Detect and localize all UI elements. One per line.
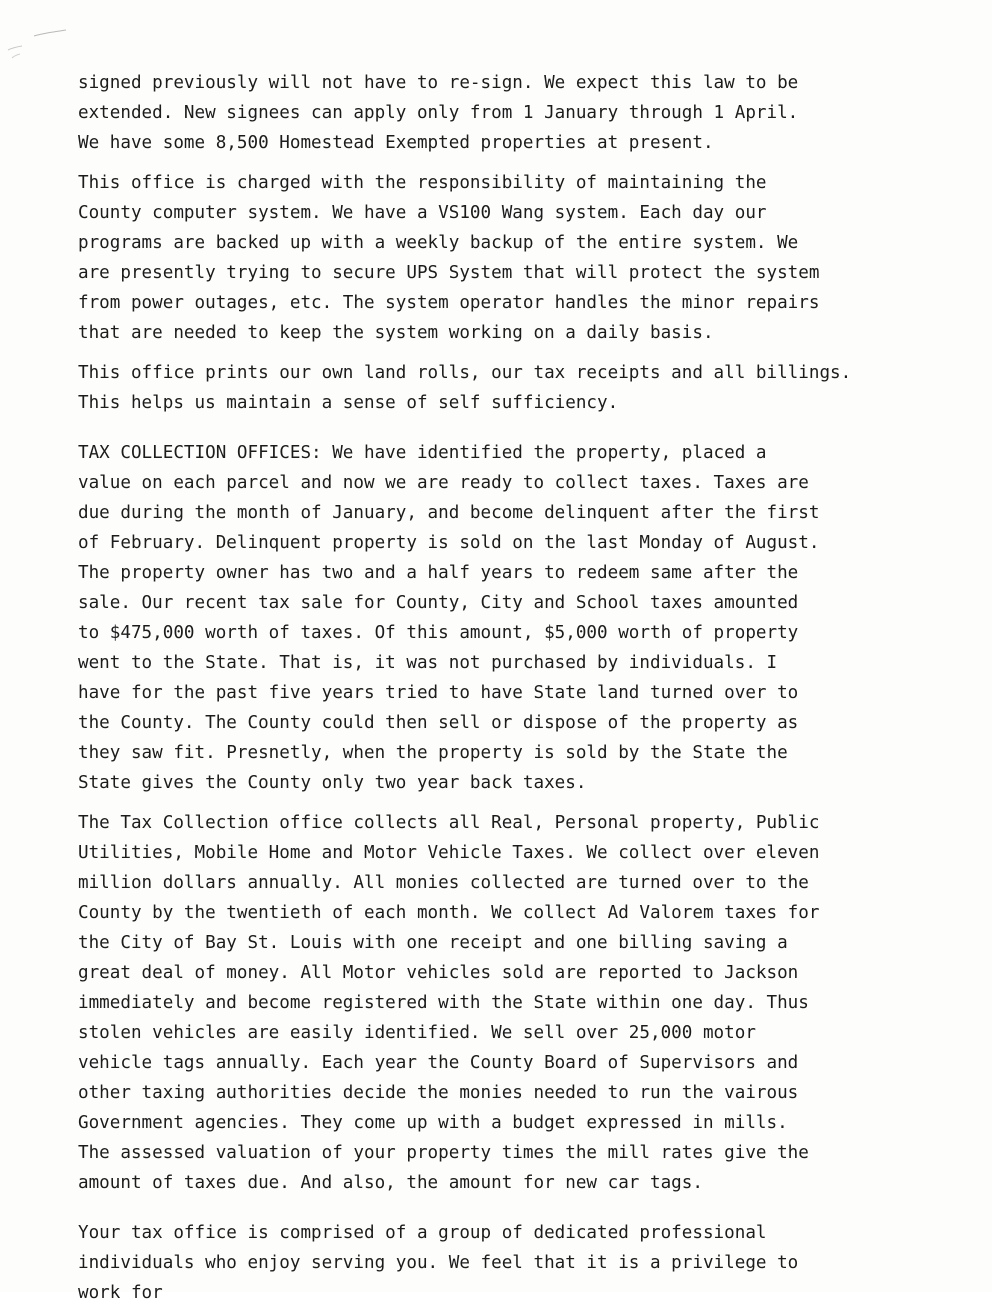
- text-line: Utilities, Mobile Home and Motor Vehicle Taxes. We collect over eleven: [78, 843, 820, 863]
- text-line: the County. The County could then sell or dispose of the property as: [78, 713, 799, 733]
- paragraph-closing: [78, 1218, 978, 1303]
- text-line: TAX COLLECTION OFFICES: We have identified the property, placed a: [78, 443, 767, 463]
- text-line: The property owner has two and a half years to redeem same after the: [78, 563, 799, 583]
- text-line: from power outages, etc. The system operator handles the minor repairs: [78, 293, 820, 313]
- text-line: other taxing authorities decide the monies needed to run the vairous: [78, 1083, 799, 1103]
- text-line: to $475,000 worth of taxes. Of this amount, $5,000 worth of property: [78, 623, 799, 643]
- text-line: amount of taxes due. And also, the amount for new car tags.: [78, 1173, 703, 1193]
- text-line: This office is charged with the responsibility of maintaining the: [78, 173, 767, 193]
- document-body: [78, 68, 978, 1303]
- paragraph-computer-system: [78, 168, 978, 348]
- text-line: Government agencies. They come up with a budget expressed in mills.: [78, 1113, 788, 1133]
- text-line: individuals who enjoy serving you. We feel that it is a privilege to: [78, 1253, 799, 1273]
- text-line: went to the State. That is, it was not purchased by individuals. I: [78, 653, 778, 673]
- text-line-cut-off: work for: [78, 1283, 163, 1303]
- text-line: This helps us maintain a sense of self sufficiency.: [78, 393, 619, 413]
- text-line: stolen vehicles are easily identified. We sell over 25,000 motor: [78, 1023, 756, 1043]
- text-line: have for the past five years tried to have State land turned over to: [78, 683, 799, 703]
- text-line: that are needed to keep the system working on a daily basis.: [78, 323, 714, 343]
- text-line: great deal of money. All Motor vehicles sold are reported to Jackson: [78, 963, 799, 983]
- text-line: signed previously will not have to re-sign. We expect this law to be: [78, 73, 799, 93]
- text-line: County by the twentieth of each month. We collect Ad Valorem taxes for: [78, 903, 820, 923]
- scan-smudge-mark: [4, 14, 74, 54]
- text-line: Your tax office is comprised of a group of dedicated professional: [78, 1223, 767, 1243]
- text-line: are presently trying to secure UPS System that will protect the system: [78, 263, 820, 283]
- text-line: sale. Our recent tax sale for County, City and School taxes amounted: [78, 593, 799, 613]
- text-line: The Tax Collection office collects all Real, Personal property, Public: [78, 813, 820, 833]
- text-line: We have some 8,500 Homestead Exempted properties at present.: [78, 133, 714, 153]
- text-line: value on each parcel and now we are ready to collect taxes. Taxes are: [78, 473, 809, 493]
- paragraph-printing: [78, 358, 978, 418]
- paragraph-tax-collection-offices: [78, 438, 978, 798]
- text-line: extended. New signees can apply only from 1 January through 1 April.: [78, 103, 799, 123]
- text-line: vehicle tags annually. Each year the County Board of Supervisors and: [78, 1053, 799, 1073]
- text-line: programs are backed up with a weekly backup of the entire system. We: [78, 233, 799, 253]
- paragraph-tax-collection-office: [78, 808, 978, 1198]
- text-line: million dollars annually. All monies collected are turned over to the: [78, 873, 809, 893]
- text-line: immediately and become registered with the State within one day. Thus: [78, 993, 809, 1013]
- text-line: due during the month of January, and become delinquent after the first: [78, 503, 820, 523]
- text-line: County computer system. We have a VS100 Wang system. Each day our: [78, 203, 767, 223]
- text-line: of February. Delinquent property is sold on the last Monday of August.: [78, 533, 820, 553]
- text-line: the City of Bay St. Louis with one receipt and one billing saving a: [78, 933, 788, 953]
- text-line: This office prints our own land rolls, our tax receipts and all billings.: [78, 363, 852, 383]
- text-line: State gives the County only two year back taxes.: [78, 773, 587, 793]
- text-line: they saw fit. Presnetly, when the property is sold by the State the: [78, 743, 788, 763]
- text-line: The assessed valuation of your property times the mill rates give the: [78, 1143, 809, 1163]
- paragraph-homestead: [78, 68, 978, 158]
